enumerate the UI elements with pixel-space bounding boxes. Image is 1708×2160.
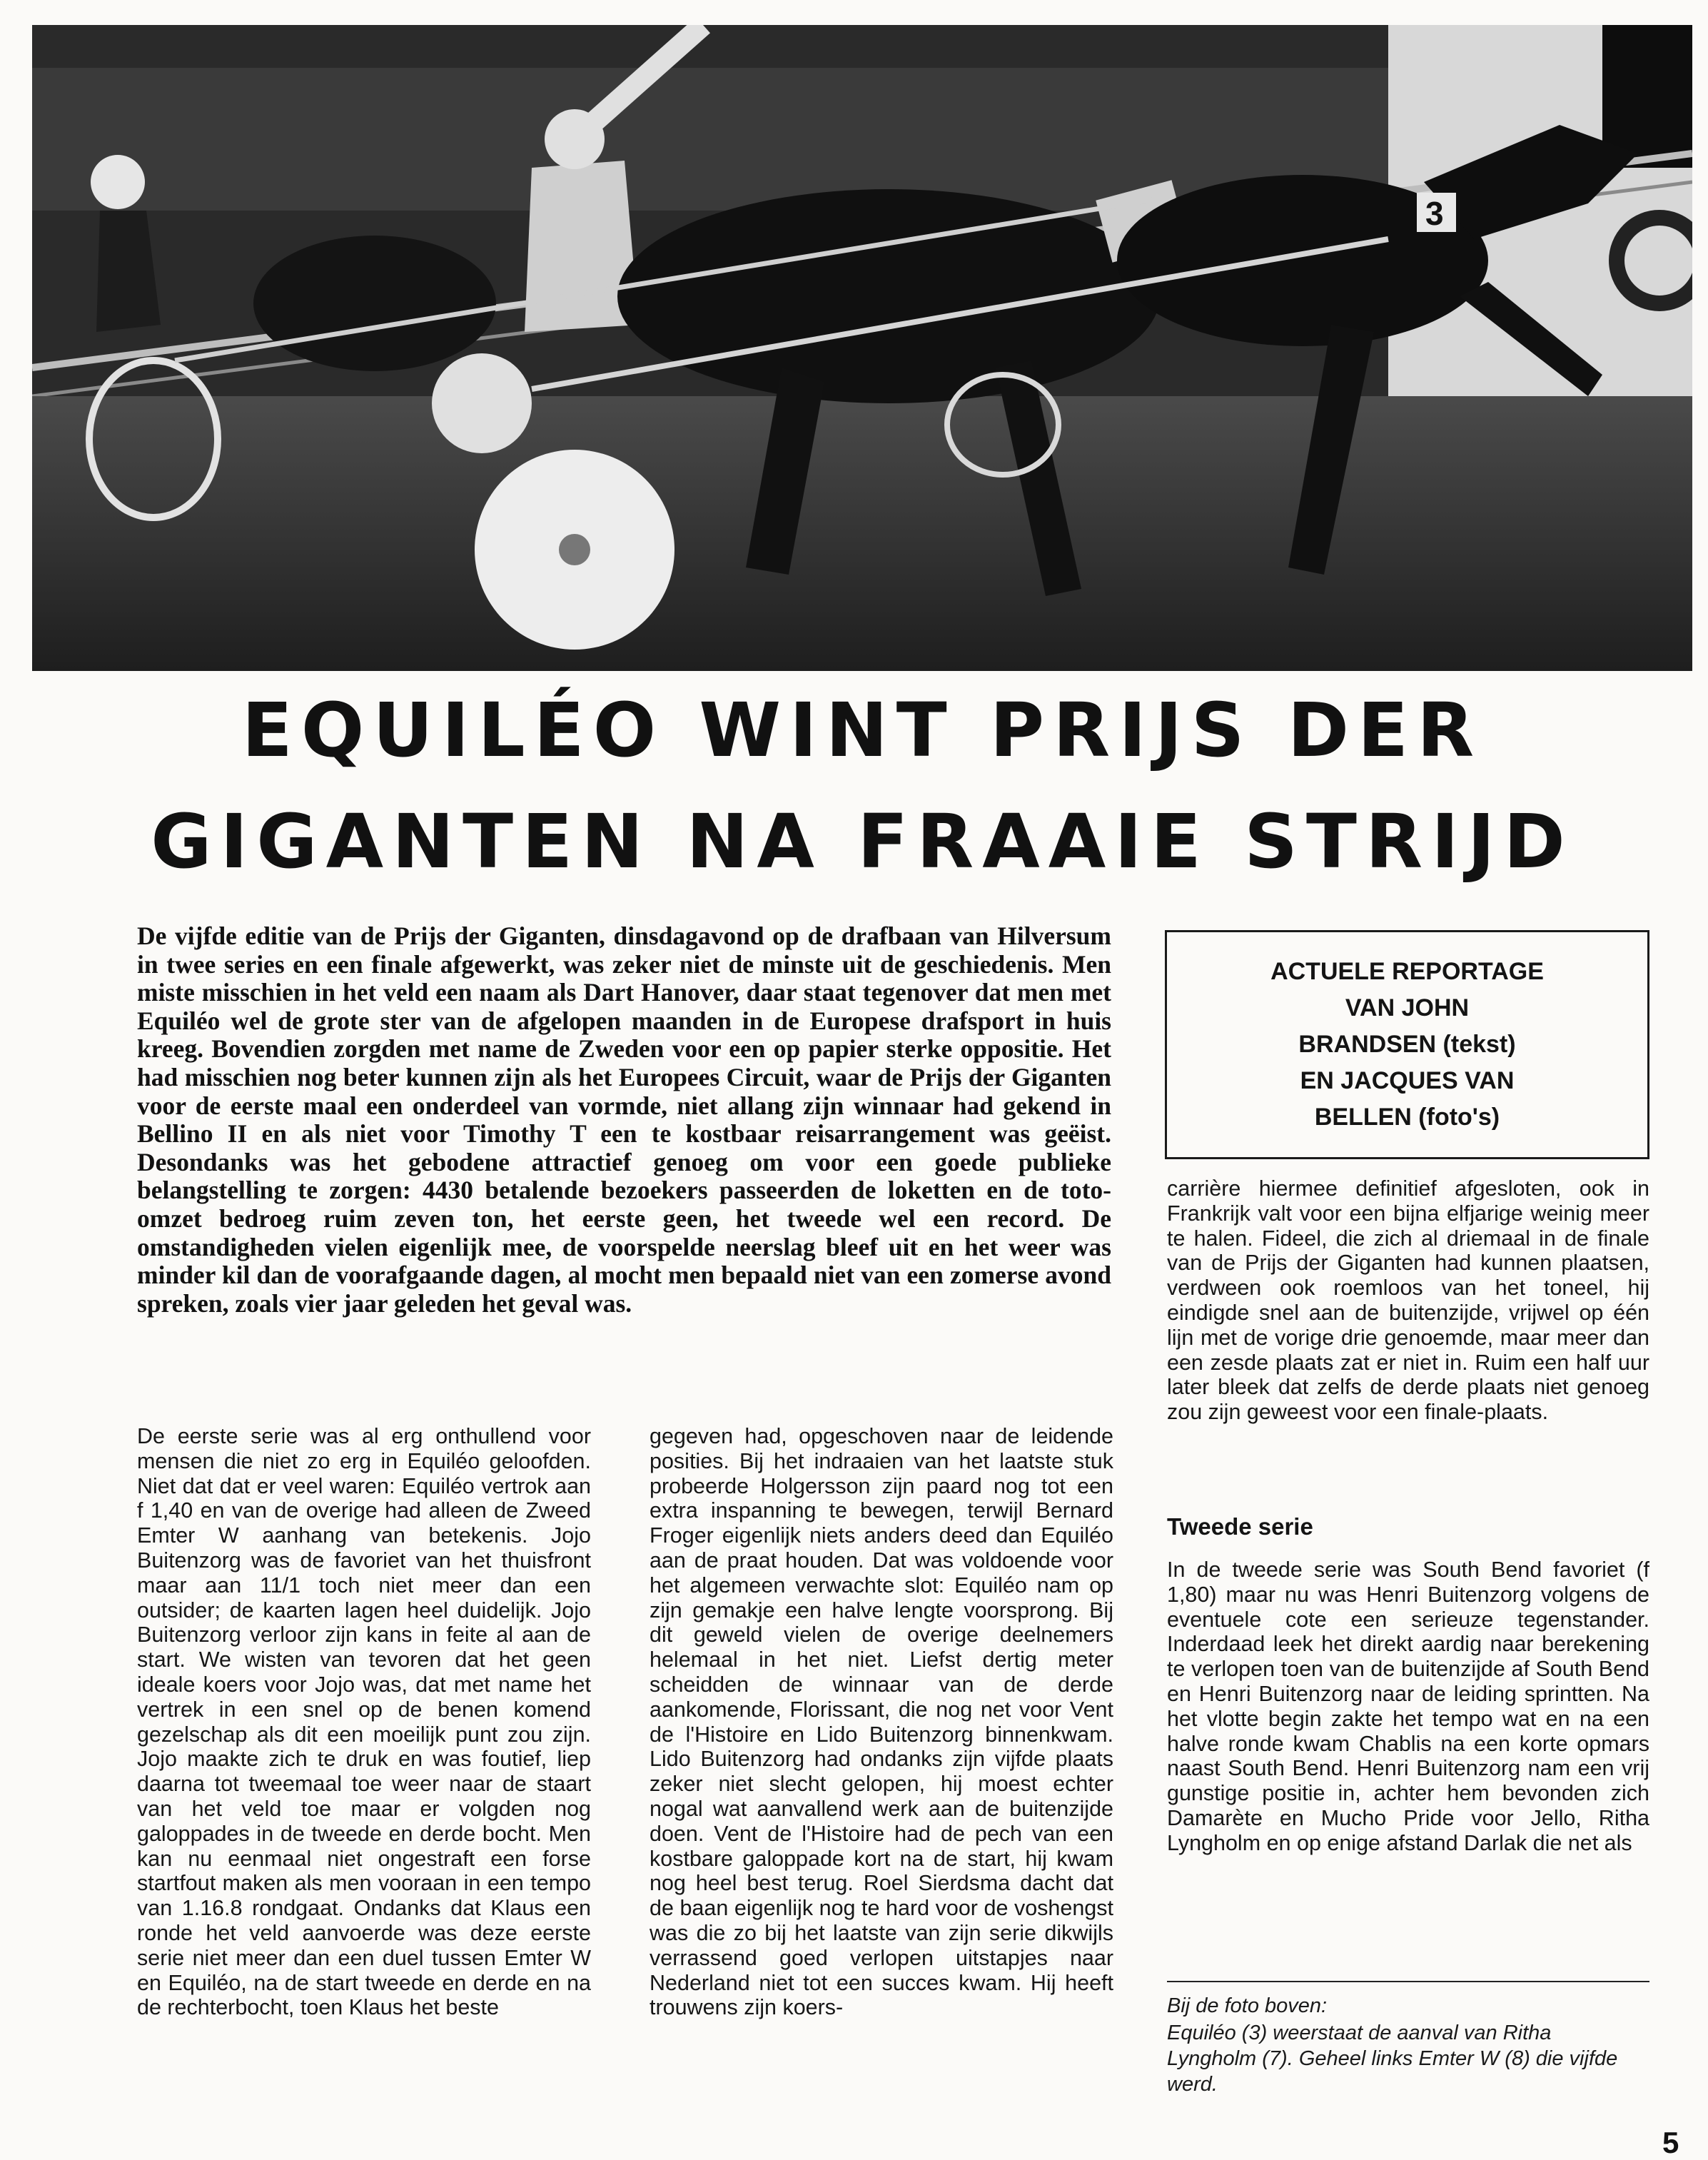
photo-caption xyxy=(1167,1993,1638,2097)
credit-line: BELLEN (foto's) xyxy=(1314,1104,1500,1131)
article-column-1: De eerste serie was al erg onthullend voor mensen die niet zo erg in Equiléo geloofden. Niet dat dat er veel waren: Equiléo vertrok aan f 1,40 en van de overige had alleen de Zweed Emter W aanhang van betekenis. Jojo Buitenzorg was de favoriet van het thuisfront maar aan 11/1 toch niet meer dan een outsider; de kaarten lagen heel duidelijk. Jojo Buitenzorg verloor zijn kans in feite al aan de start. We wisten van tevoren dat het geen ideale koers voor Jojo was, dat met name het vertrek in een snel op de benen komend gezelschap als dit een moeilijk punt zou zijn. Jojo maakte zich te druk en was foutief, liep daarna tot tweemaal toe weer naar de staart van het veld toe maar er volgden nog galoppades in de tweede en derde bocht. Men kan nu eenmaal niet ongestraft een forse startfout maken als men vooraan in een tempo van 1.16.8 rondgaat. Ondanks dat Klaus een ronde het veld aanvoerde was deze eerste serie niet meer dan een duel tussen Emter W en Equiléo, na de start tweede en derde en na de rechterbocht, toen Klaus het beste xyxy=(137,1424,591,2020)
section-subheading: Tweede serie xyxy=(1167,1513,1313,1540)
race-photo xyxy=(32,25,1692,671)
article-column-3-top: carrière hiermee definitief afgesloten, ook in Frankrijk valt voor een bijna elfjarige weinig meer te halen. Fideel, die zich al driemaal in de finale van de Prijs der Giganten had kunnen plaatsen, verdween ook roemloos van het toneel, hij eindigde snel aan de buitenzijde, vrijwel op één lijn met de vorige drie genoemde, maar meer dan een zesde plaats zat er niet in. Ruim een half uur later bleek dat zelfs de derde plaats niet genoeg zou zijn geweest voor een finale-plaats. xyxy=(1167,1176,1649,1425)
credit-line: BRANDSEN (tekst) xyxy=(1298,1031,1516,1058)
intro-paragraph: De vijfde editie van de Prijs der Giganten, dinsdagavond op de drafbaan van Hilversum in twee series en een finale afgewerkt, was zeker niet de minste uit de geschiedenis. Men miste misschien in het veld een naam als Dart Hanover, daar staat tegenover dat men met Equiléo wel de grote ster van de afgelopen maanden in de Europese drafsport in huis kreeg. Bovendien zorgden met name de Zweden voor een op papier sterke oppositie. Het had misschien nog beter kunnen zijn als het Europees Circuit, waar de Prijs der Giganten voor de eerste maal een onderdeel van vormde, niet allang zijn winnaar had gekend in Bellino II en als niet voor Timothy T een te kostbaar reisarrangement was geëist. Desondanks was het gebodene attractief genoeg om voor een goede publieke belangstelling te zorgen: 4430 betalende bezoekers passeerden de loketten en de toto-omzet bedroeg ruim zeven ton, het eerste geen, het tweede wel een record. De omstandigheden vielen eigenlijk mee, de voorspelde neerslag bleef uit en het weer was minder kil dan de voorafgaande dagen, al mocht men bepaald niet van een zomerse avond spreken, zoals vier jaar geleden het geval was. xyxy=(137,922,1111,1318)
credit-line: EN JACQUES VAN xyxy=(1300,1067,1515,1094)
caption-title: Bij de foto boven: xyxy=(1167,1994,1328,2017)
caption-divider xyxy=(1167,1981,1649,1982)
article-column-3-bottom: In de tweede serie was South Bend favoriet (f 1,80) maar nu was Henri Buitenzorg volgens de eventuele cote een serieuze tegenstander. Inderdaad leek het direkt aardig naar berekening te verlopen toen van de buitenzijde af South Bend en Henri Buitenzorg naar de leiding sprintten. Na het vlotte begin zakte het tempo wat en na een halve ronde kwam Chablis na een korte opmars naast South Bend. Henri Buitenzorg nam een vrij gunstige positie in, achter hem bevonden zich Damarète en Mucho Pride voor Jello, Ritha Lyngholm en op enige afstand Darlak die net als xyxy=(1167,1558,1649,1855)
article-column-2: gegeven had, opgeschoven naar de leidende posities. Bij het indraaien van het laatste stuk probeerde Holgersson zijn paard nog tot een extra inspanning te bewegen, terwijl Bernard Froger eigenlijk niets anders deed dan Equiléo aan de praat houden. Dat was voldoende voor het algemeen verwachte slot: Equiléo nam op zijn gemakje een halve lengte voorsprong. Bij dit geweld vielen de overige deelnemers helemaal in het niet. Liefst dertig meter scheidden de winnaar van de derde aankomende, Florissant, die nog net voor Vent de l'Histoire en Lido Buitenzorg binnenkwam. Lido Buitenzorg had ondanks zijn vijfde plaats zeker niet slecht gelopen, hij moest echter nogal wat aanvallend werk aan de buitenzijde doen. Vent de l'Histoire had de pech van een kostbare galoppade kort na de start, hij kwam nog heel best terug. Roel Sierdsma dacht dat de baan eigenlijk nog te hard voor de voshengst was die zo bij het laatste van zijn serie dikwijls verrassend goed verlopen uitstapjes naar Nederland niet tot een succes kwam. Hij heeft trouwens zijn koers- xyxy=(650,1424,1113,2020)
harness-racing-photo-icon xyxy=(32,25,1692,671)
caption-text: Equiléo (3) weerstaat de aanval van Ritha Lyngholm (7). Geheel links Emter W (8) die vijfde werd. xyxy=(1167,2022,1618,2096)
saddle-number: 3 xyxy=(1425,195,1444,232)
headline-line-2: GIGANTEN NA FRAAIE STRIJD xyxy=(151,798,1574,885)
credit-line: ACTUELE REPORTAGE xyxy=(1270,958,1544,985)
page-number: 5 xyxy=(1662,2126,1679,2159)
headline-line-1: EQUILÉO WINT PRIJS DER xyxy=(241,687,1483,774)
credit-line: VAN JOHN xyxy=(1345,994,1470,1021)
credit-box xyxy=(1165,930,1649,1159)
